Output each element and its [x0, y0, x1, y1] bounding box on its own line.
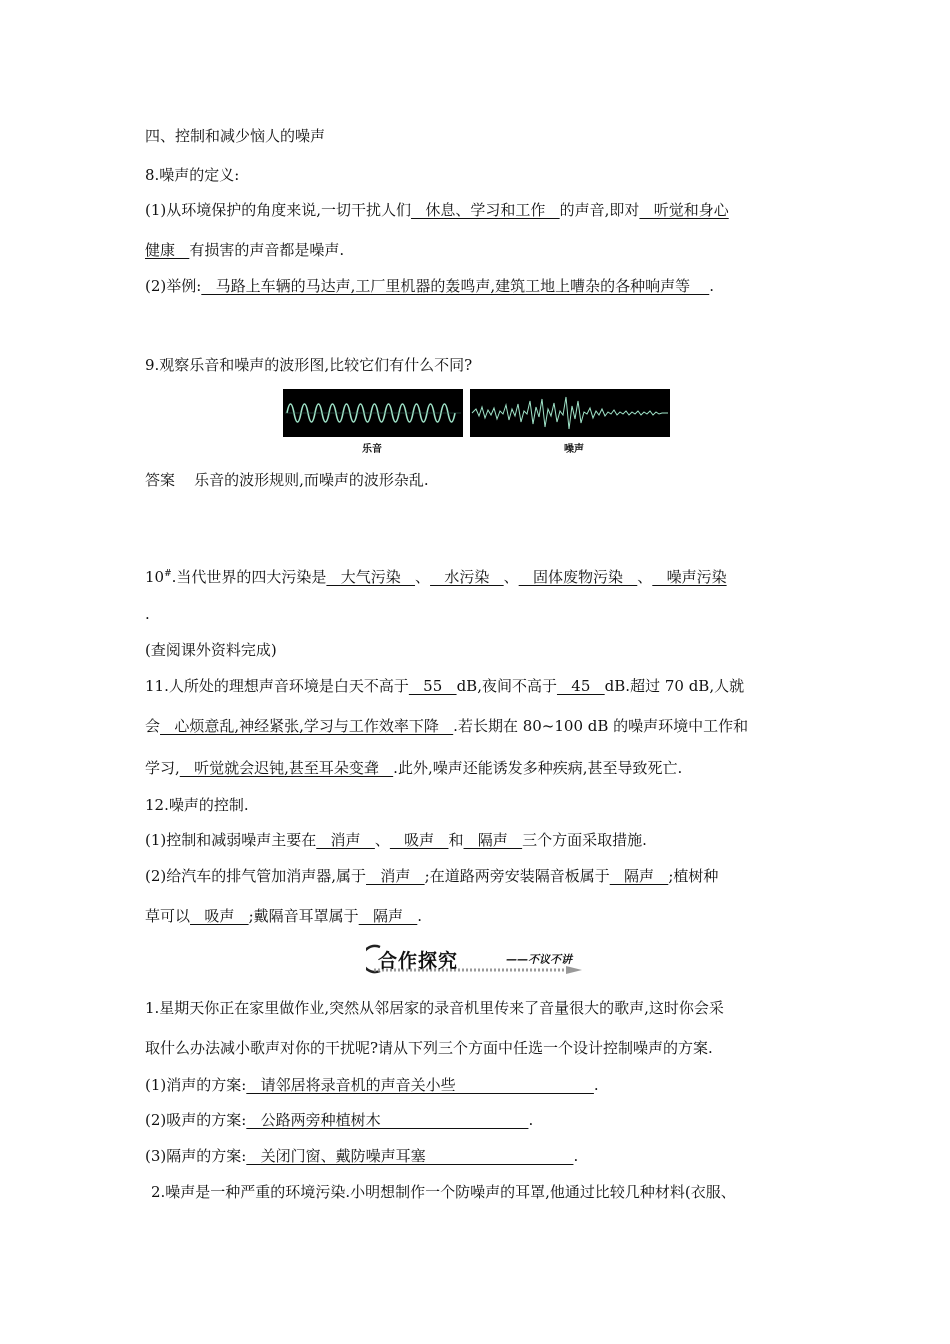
q8-part2 — [145, 276, 714, 296]
music-label: 乐音 — [362, 444, 382, 455]
q10-sep-2: 、 — [503, 568, 519, 586]
q12-sep: 、 — [374, 831, 390, 849]
q11-text-b: dB,夜间不高于 — [456, 677, 557, 695]
q11-text-d: 会 — [145, 717, 161, 735]
q12-part1-text-a: (1)控制和减弱噪声主要在 — [145, 831, 317, 849]
q10-number: 10 — [145, 568, 165, 586]
q10-answer-4: 噪声污染 — [652, 568, 727, 586]
q11-line-1 — [145, 676, 744, 696]
q8-title: 8.噪声的定义: — [145, 166, 240, 184]
coop1-s1-end: . — [593, 1076, 599, 1094]
section-heading: 四、控制和减少恼人的噪声 — [145, 127, 326, 145]
q8-part1-cont — [145, 240, 344, 260]
q10-answer-1: 大气污染 — [326, 568, 416, 586]
banner-title: 合作探究 — [378, 950, 459, 972]
q11-answer-1: 55 — [408, 677, 457, 695]
q12-answer-1: 消声 — [316, 831, 375, 849]
music-waveform-icon — [283, 389, 463, 437]
q10-line — [145, 564, 727, 587]
noise-label: 噪声 — [564, 444, 584, 455]
coop1-s2-end: . — [528, 1111, 534, 1129]
q12-part2-text-e: ;戴隔音耳罩属于 — [248, 907, 359, 925]
q8-part1 — [145, 200, 729, 220]
music-waveform-image — [283, 389, 463, 437]
q10-text: .当代世界的四大污染是 — [171, 568, 327, 586]
q11-line-3 — [145, 758, 682, 778]
q10-answer-3: 固体废物污染 — [518, 568, 638, 586]
q9-answer-text: 乐音的波形规则,而噪声的波形杂乱. — [194, 471, 429, 489]
q11-answer-4: 听觉就会迟钝,甚至耳朵变聋 — [179, 759, 394, 777]
q12-part2-text-a: (2)给汽车的排气管加消声器,属于 — [145, 867, 367, 885]
coop1-solution-2 — [145, 1110, 533, 1130]
q12-answer-3: 隔声 — [463, 831, 523, 849]
q12-part1-text-b: 三个方面采取措施. — [522, 831, 647, 849]
q12-title: 12.噪声的控制. — [145, 796, 249, 814]
cooperative-inquiry-banner — [366, 944, 586, 974]
q9-answer — [145, 470, 429, 490]
q8-answer-2: 听觉和身心 — [639, 201, 729, 219]
coop1-s2-answer: 公路两旁种植树木 — [246, 1111, 529, 1129]
answer-label: 答案 — [145, 471, 176, 489]
q8-part1-text-a: (1)从环境保护的角度来说,一切干扰人们 — [145, 201, 412, 219]
q9-title: 9.观察乐音和噪声的波形图,比较它们有什么不同? — [145, 356, 473, 374]
q8-part2-end: . — [709, 277, 715, 295]
q8-part2-label: (2)举例: — [145, 277, 202, 295]
coop1-s3-end: . — [573, 1147, 579, 1165]
q8-part1-text-c: 有损害的声音都是噪声. — [189, 241, 345, 259]
q8-example-answer: 马路上车辆的马达声,工厂里机器的轰鸣声,建筑工地上嘈杂的各种响声等 — [201, 277, 710, 295]
coop1-s3-label: (3)隔声的方案: — [145, 1147, 247, 1165]
q10-end: . — [145, 605, 150, 623]
q8-answer-2-cont: 健康 — [145, 241, 190, 259]
q10-answer-2: 水污染 — [430, 568, 504, 586]
coop1-s2-label: (2)吸声的方案: — [145, 1111, 247, 1129]
coop1-line-1: 1.星期天你正在家里做作业,突然从邻居家的录音机里传来了音量很大的歌声,这时你会采 — [145, 999, 724, 1017]
q12-answer-2: 吸声 — [389, 831, 449, 849]
q12-part2-cont — [145, 906, 422, 926]
q11-line-2 — [145, 716, 748, 736]
q10-note: (查阅课外资料完成) — [145, 641, 277, 659]
coop1-s3-answer: 关闭门窗、戴防噪声耳塞 — [246, 1147, 574, 1165]
q12-part2-text-c: ;植树种 — [668, 867, 719, 885]
coop1-s1-label: (1)消声的方案: — [145, 1076, 247, 1094]
q11-text-a: 11.人所处的理想声音环境是白天不高于 — [145, 677, 409, 695]
q12-part2-text-d: 草可以 — [145, 907, 191, 925]
q11-answer-2: 45 — [556, 677, 605, 695]
coop1-solution-3 — [145, 1146, 578, 1166]
q11-text-c: dB.超过 70 dB,人就 — [604, 677, 745, 695]
q12-answer-7: 隔声 — [358, 907, 418, 925]
q12-part2-text-f: . — [417, 907, 423, 925]
q12-part2 — [145, 866, 718, 886]
noise-waveform-icon — [470, 389, 670, 437]
q11-text-f: 学习, — [145, 759, 180, 777]
q11-text-g: .此外,噪声还能诱发多种疾病,甚至导致死亡. — [393, 759, 683, 777]
q8-answer-1: 休息、学习和工作 — [411, 201, 560, 219]
q12-answer-6: 吸声 — [190, 907, 249, 925]
q10-sep-1: 、 — [415, 568, 431, 586]
q10-marker: # — [164, 569, 172, 579]
coop1-s1-answer: 请邻居将录音机的声音关小些 — [246, 1076, 594, 1094]
noise-waveform-image — [470, 389, 670, 437]
q12-part2-text-b: ;在道路两旁安装隔音板属于 — [424, 867, 610, 885]
coop1-solution-1 — [145, 1075, 599, 1095]
coop2-line-1: 2.噪声是一种严重的环境污染.小明想制作一个防噪声的耳罩,他通过比较几种材料(衣服、 — [151, 1183, 736, 1201]
q11-text-e: .若长期在 80~100 dB 的噪声环境中工作和 — [453, 717, 749, 735]
q8-part1-text-b: 的声音,即对 — [559, 201, 640, 219]
q12-answer-5: 隔声 — [609, 867, 669, 885]
q11-answer-3: 心烦意乱,神经紧张,学习与工作效率下降 — [160, 717, 454, 735]
q12-answer-4: 消声 — [366, 867, 425, 885]
q12-part1 — [145, 830, 647, 850]
coop1-line-2: 取什么办法减小歌声对你的干扰呢?请从下列三个方面中任选一个设计控制噪声的方案. — [145, 1039, 713, 1057]
q12-and: 和 — [448, 831, 464, 849]
q10-sep-3: 、 — [637, 568, 653, 586]
banner-subtitle: ——不议不讲 — [506, 953, 572, 966]
